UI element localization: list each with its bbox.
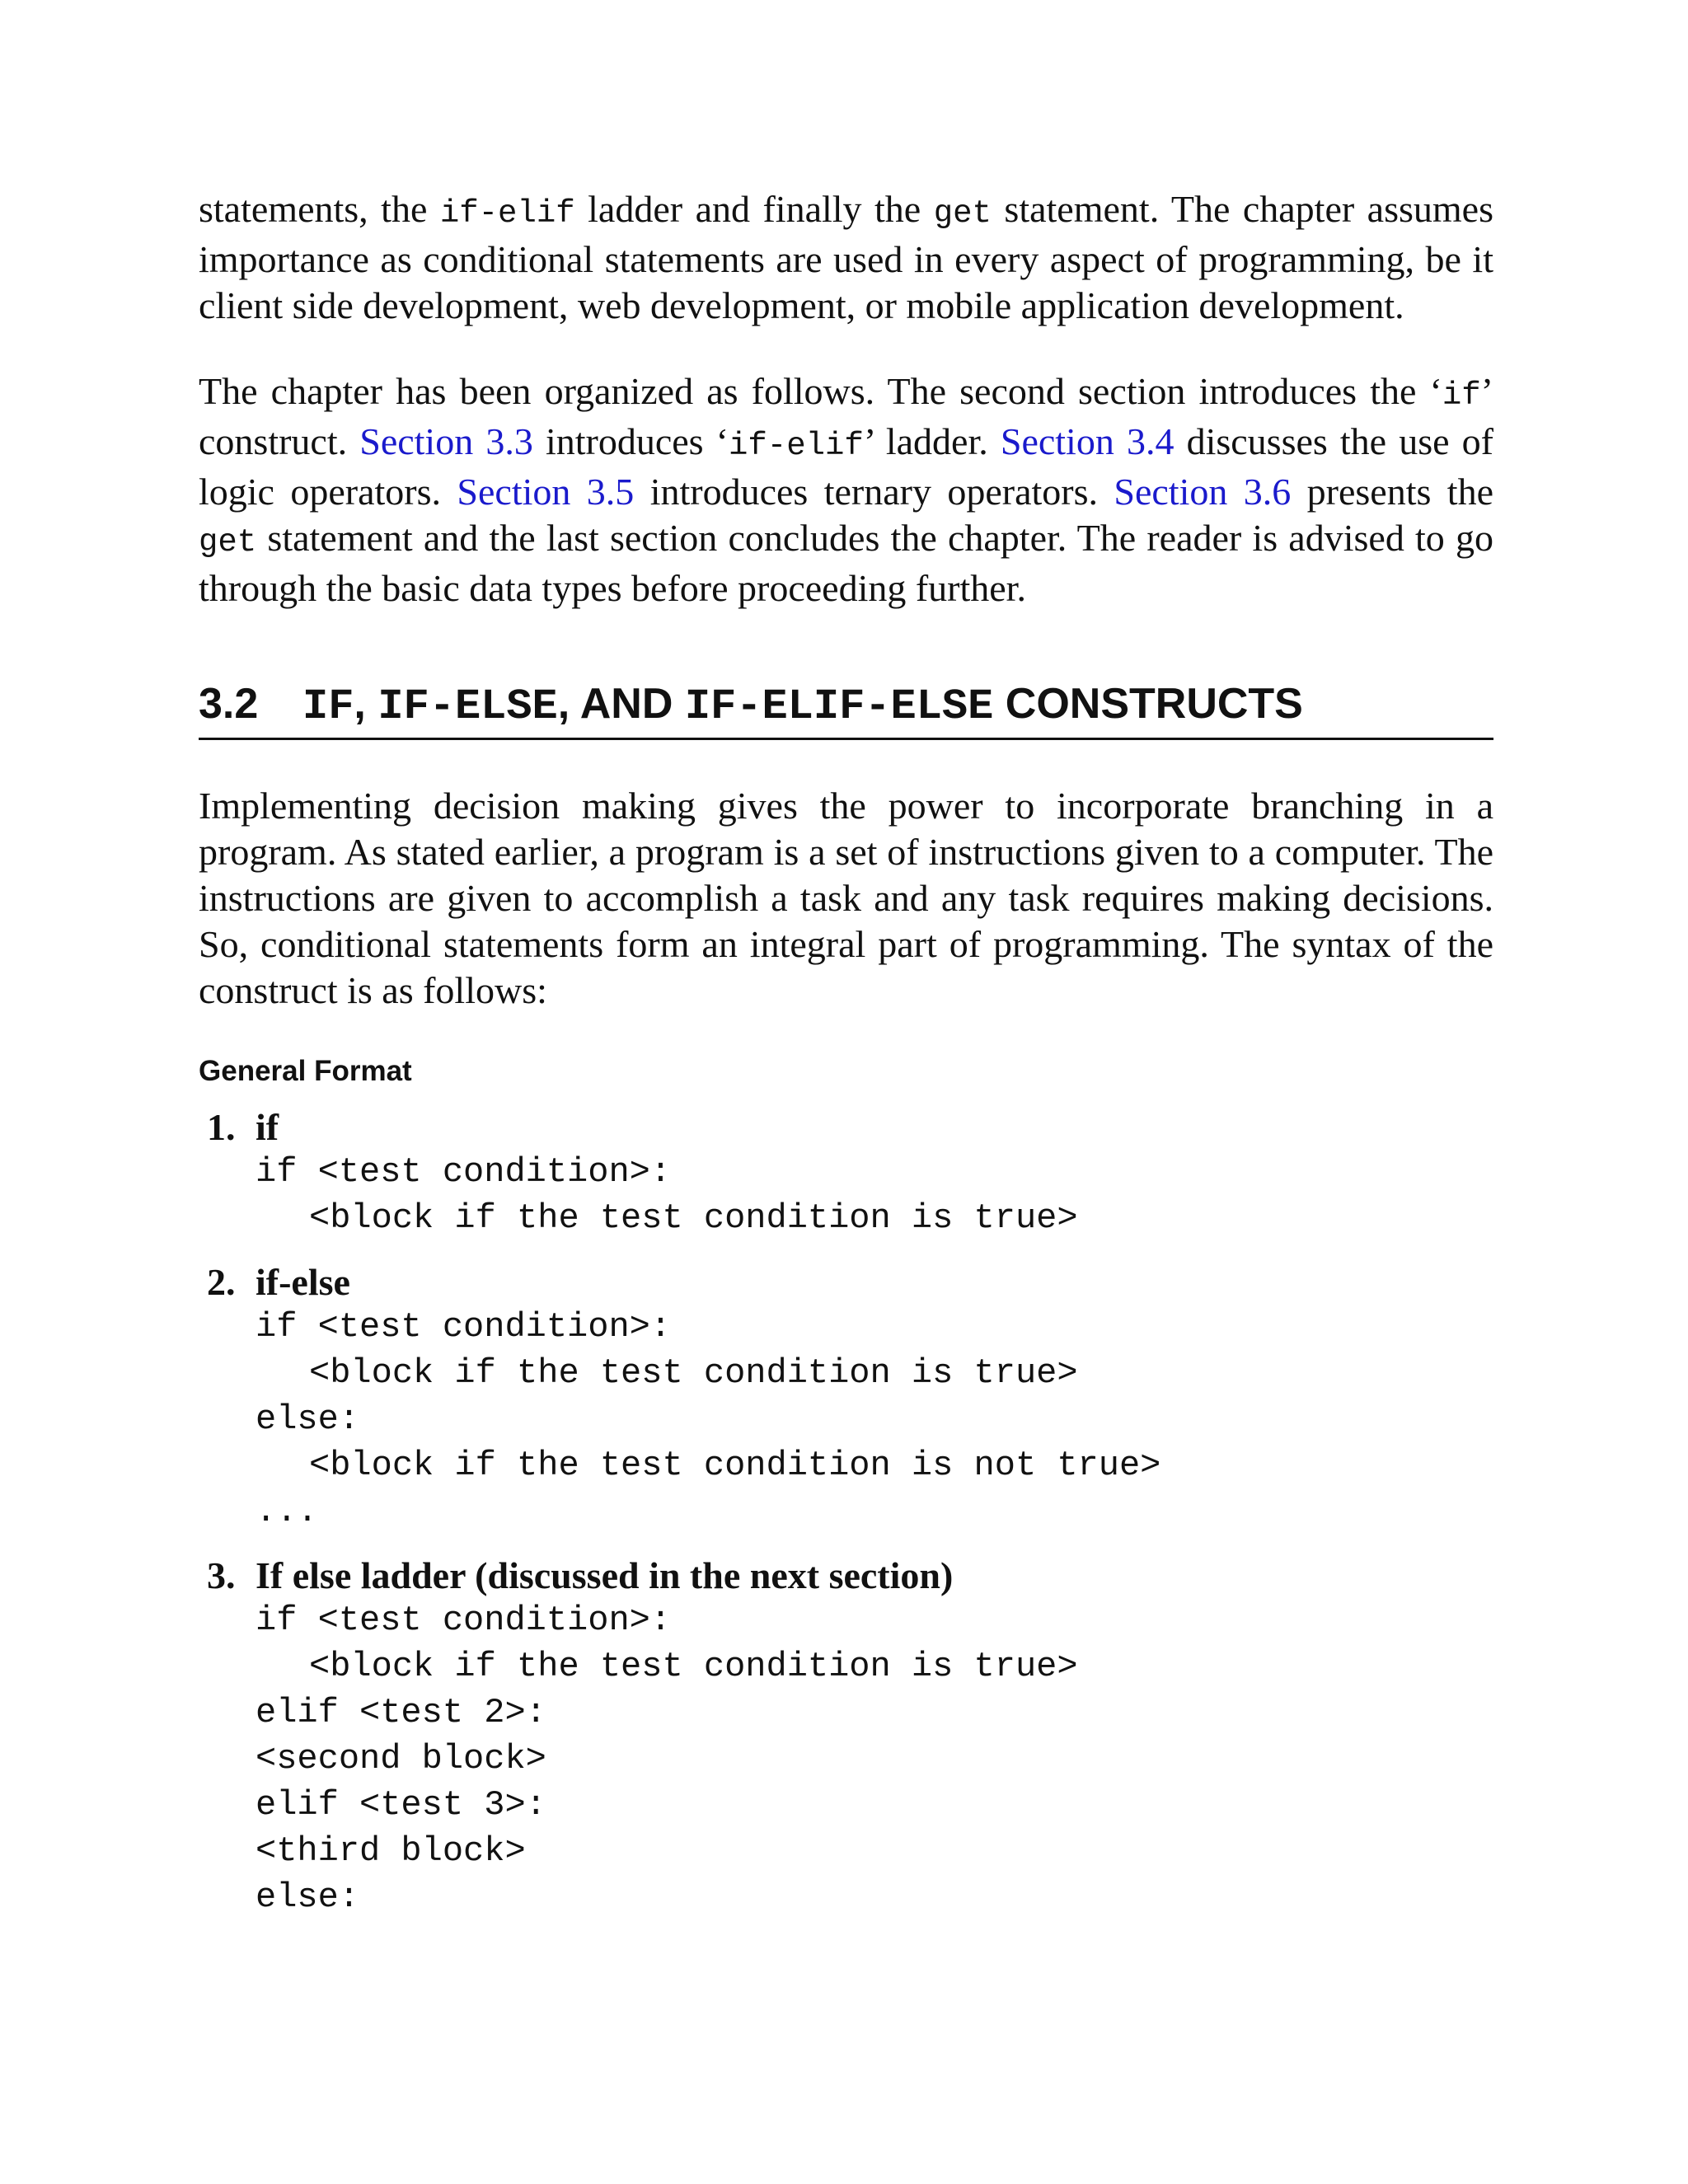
chapter-organization-paragraph <box>199 368 1493 612</box>
text-run: The chapter has been organized as follows. The second section introduces the ‘ <box>199 370 1442 412</box>
section-number: 3.2 <box>199 680 259 728</box>
format-item-if-else <box>199 1261 1493 1535</box>
text-run: introduces ‘ <box>532 420 729 462</box>
code-line: else: <box>256 1399 360 1439</box>
code-line: elif <test 2>: <box>256 1693 546 1732</box>
text-run: statements, the <box>199 188 440 230</box>
text-run: ’ construct. <box>199 370 1493 462</box>
code-line: if <test condition>: <box>256 1601 672 1640</box>
item-number: 2. <box>207 1261 236 1303</box>
heading-code: IF-ELSE <box>377 682 558 731</box>
text-run: discusses the use of logic operators. <box>199 420 1493 513</box>
link-section-3-6[interactable]: Section 3.6 <box>1114 471 1292 513</box>
item-number: 1. <box>207 1106 236 1148</box>
code-line: <block if the test condition is true> <box>309 1647 1078 1686</box>
heading-text: CONSTRUCTS <box>993 680 1303 728</box>
format-item-if <box>199 1106 1493 1241</box>
general-format-heading: General Format <box>199 1055 412 1087</box>
decision-making-paragraph: Implementing decision making gives the power to incorporate branching in a program. As stated earlier, a program is a set of instructions given to a computer. The instructions are given to accomplish a task and any task requires making decisions. So, conditional statements form an integral part of programming. The syntax of the construct is as follows: <box>199 785 1493 1011</box>
inline-code: get <box>933 195 992 232</box>
heading-code: IF <box>302 682 354 731</box>
text-run: ladder and finally the <box>574 188 934 230</box>
link-section-3-4[interactable]: Section 3.4 <box>1000 420 1175 462</box>
item-title: If else ladder (discussed in the next section) <box>256 1554 954 1596</box>
code-line: elif <test 3>: <box>256 1785 546 1825</box>
code-line: <third block> <box>256 1831 526 1871</box>
code-line: <block if the test condition is not true> <box>309 1446 1161 1485</box>
section-heading <box>199 678 1493 740</box>
code-line: <second block> <box>256 1739 546 1779</box>
text-run: statement. The chapter assumes importance as conditional statements are used in every aspect of programming, be it client side development, web development, or mobile application development. <box>199 188 1493 326</box>
text-run: presents the <box>1291 471 1493 513</box>
inline-code: if <box>1442 377 1481 414</box>
link-section-3-3[interactable]: Section 3.3 <box>359 420 533 462</box>
heading-text: , <box>354 680 378 728</box>
text-run: statement and the last section concludes the chapter. The reader is advised to go through the basic data types before proceeding further. <box>199 517 1493 609</box>
item-number: 3. <box>207 1554 236 1596</box>
code-line: <block if the test condition is true> <box>309 1353 1078 1393</box>
intro-paragraph-continued <box>199 186 1493 329</box>
link-section-3-5[interactable]: Section 3.5 <box>457 471 635 513</box>
code-line: else: <box>256 1877 360 1917</box>
code-line: <block if the test condition is true> <box>309 1198 1078 1238</box>
code-line: if <test condition>: <box>256 1152 672 1192</box>
code-line: ... <box>256 1492 318 1531</box>
item-title: if <box>256 1106 279 1148</box>
inline-code: if-elif <box>439 195 575 232</box>
heading-code: IF-ELIF-ELSE <box>684 682 994 731</box>
page-content <box>199 186 1493 1920</box>
code-line: if <test condition>: <box>256 1307 672 1347</box>
format-item-if-else-ladder <box>199 1554 1493 1920</box>
format-list <box>199 1106 1493 1920</box>
heading-text: , AND <box>557 680 685 728</box>
text-run: ’ ladder. <box>863 420 1001 462</box>
inline-code: get <box>199 524 257 560</box>
item-title: if-else <box>256 1261 350 1303</box>
inline-code: if-elif <box>729 428 864 464</box>
text-run: introduces ternary operators. <box>634 471 1114 513</box>
